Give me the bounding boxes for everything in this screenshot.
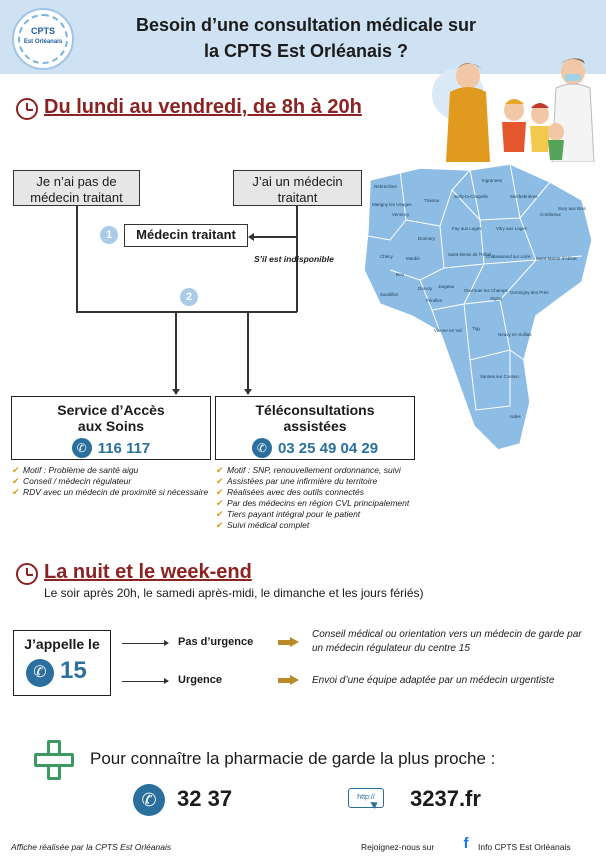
map-label: Sury aux Bois: [558, 206, 586, 211]
list-item: ✔ Suivi médical complet: [216, 520, 446, 531]
map-label: Fay aux Loges: [452, 226, 482, 231]
night-subtitle: Le soir après 20h, le samedi après-midi, le dimanche et les jours fériés): [44, 586, 424, 600]
pharmacy-heading: Pour connaître la pharmacie de garde la plus proche :: [90, 749, 496, 768]
no-doctor-box: Je n’ai pas de médecin traitant: [13, 170, 140, 206]
title-line1: Besoin d’une consultation médicale sur: [135, 15, 477, 35]
sas-checklist: [12, 465, 210, 498]
map-label: Vitry aux Loges: [496, 226, 527, 231]
arrow-right-icon: [278, 676, 298, 685]
map-label: Isdes: [510, 414, 521, 419]
list-item: ✔ Assistées par une infirmière du territoire: [216, 476, 446, 487]
step-2-badge: 2: [180, 288, 198, 306]
family-illustration: [428, 52, 606, 162]
cpts-logo: [12, 8, 74, 70]
arrow-right-icon: [278, 638, 298, 647]
pharmacy-cross-icon: [34, 740, 74, 780]
map-label: Combreux: [540, 212, 561, 217]
footer-join-text: Rejoignez-nous sur: [361, 842, 435, 852]
map-label: Sandillon: [380, 292, 399, 297]
non-urgent-label: Pas d’urgence: [178, 636, 254, 648]
map-label: Neuvy en Sullias: [498, 332, 532, 337]
sas-title-line2: aux Soins: [77, 418, 145, 434]
urgent-label: Urgence: [178, 674, 223, 686]
map-label: Germigny des Prés: [510, 290, 549, 295]
phone-icon: ✆: [72, 438, 92, 458]
arrow-head: [172, 389, 180, 395]
clock-icon: [16, 98, 38, 120]
map-label: Ingrannes: [482, 178, 503, 183]
if-unavailable-note: S’il est indisponible: [254, 254, 334, 264]
map-label: Sully-la-Chapelle: [454, 194, 489, 199]
map-label: Donnery: [418, 236, 436, 241]
teleconsult-title-line2: assistées: [283, 418, 347, 434]
map-label: Vennecy: [392, 212, 410, 217]
phone-icon: ✆: [252, 438, 272, 458]
teleconsult-title-line1: Téléconsultations: [255, 402, 375, 418]
map-label: Darvoy: [418, 286, 433, 291]
call-15-box: [13, 630, 111, 696]
night-heading: La nuit et le week-end: [44, 561, 252, 583]
list-item: ✔ Conseil / médecin régulateur: [12, 476, 210, 487]
map-label: Châteauneuf sur Loire: [486, 254, 531, 259]
territory-map: [360, 160, 598, 452]
list-item: ✔ Motif : SNP, renouvellement ordonnance, suivi: [216, 465, 446, 476]
non-urgent-text: Conseil médical ou orientation vers un médecin de garde par un médecin régulateur du centre 15: [312, 629, 582, 654]
list-item: ✔ Tiers payant intégral pour le patient: [216, 509, 446, 520]
footer-page-name[interactable]: Info CPTS Est Orléanais: [478, 842, 571, 852]
map-label: Trainou: [424, 198, 440, 203]
map-label: Mardié: [406, 256, 420, 261]
list-item: ✔ Réalisées avec des outils connectés: [216, 487, 446, 498]
map-label: Bou: [396, 272, 405, 277]
call-label: J’appelle le: [24, 636, 100, 652]
phone-icon: ✆: [133, 784, 165, 816]
map-label: Marigny les Usages: [372, 202, 412, 207]
logo-line2: Est Orléanais: [23, 39, 63, 45]
teleconsult-phone[interactable]: 03 25 49 04 29: [277, 439, 379, 457]
map-label: Saint-Martin d'Abbat: [536, 256, 577, 261]
map-label: Saint-Denis de l'Hôtel: [448, 252, 492, 257]
map-label: Tigy: [472, 326, 481, 331]
list-item: ✔ Par des médecins en région CVL principalement: [216, 498, 446, 509]
web-badge: http://: [357, 794, 375, 801]
connector-line: [252, 236, 297, 238]
has-doctor-box: J’ai un médecin traitant: [233, 170, 362, 206]
sas-box: [11, 396, 211, 460]
footer-credit: Affiche réalisée par la CPTS Est Orléanais: [11, 842, 172, 852]
urgent-text: Envoi d’une équipe adaptée par un médecin urgentiste: [312, 675, 555, 686]
arrow-head: [248, 233, 254, 241]
map-label: Sigloy: [490, 296, 503, 301]
map-label: Seichebrières: [510, 194, 538, 199]
pharmacy-website[interactable]: 3237.fr: [410, 786, 481, 811]
connector-line: [76, 311, 297, 313]
connector-line: [247, 312, 249, 392]
facebook-icon[interactable]: f: [463, 835, 469, 852]
call-number[interactable]: 15: [60, 657, 87, 684]
phone-icon: ✆: [26, 659, 54, 687]
map-label: Vienne en Val: [434, 328, 462, 333]
medecin-traitant-box: Médecin traitant: [124, 224, 248, 247]
map-label: Rebréchien: [374, 184, 398, 189]
map-label: Vannes sur Cosson: [480, 374, 519, 379]
sas-title-line1: Service d’Accès: [57, 402, 165, 418]
list-item: ✔ RDV avec un médecin de proximité si nécessaire: [12, 487, 210, 498]
list-item: ✔ Motif : Problème de santé aigu: [12, 465, 210, 476]
connector-line: [175, 312, 177, 392]
step-1-badge: 1: [100, 226, 118, 244]
clock-icon: [16, 563, 38, 585]
sas-phone[interactable]: 116 117: [97, 439, 151, 457]
pharmacy-phone[interactable]: 32 37: [177, 786, 233, 811]
teleconsult-checklist: [216, 465, 446, 531]
title-line2: la CPTS Est Orléanais ?: [203, 41, 409, 61]
arrow-head: [244, 389, 252, 395]
map-label: Férolles: [426, 298, 443, 303]
connector-line: [76, 206, 78, 312]
logo-line1: CPTS: [30, 26, 55, 36]
map-label: Jargeau: [438, 284, 455, 289]
arrow-icon: [122, 643, 168, 644]
map-label: Ouvrouer les Champs: [464, 288, 508, 293]
weekday-heading: Du lundi au vendredi, de 8h à 20h: [44, 96, 362, 118]
arrow-icon: [122, 681, 168, 682]
map-label: Chécy: [380, 254, 393, 259]
